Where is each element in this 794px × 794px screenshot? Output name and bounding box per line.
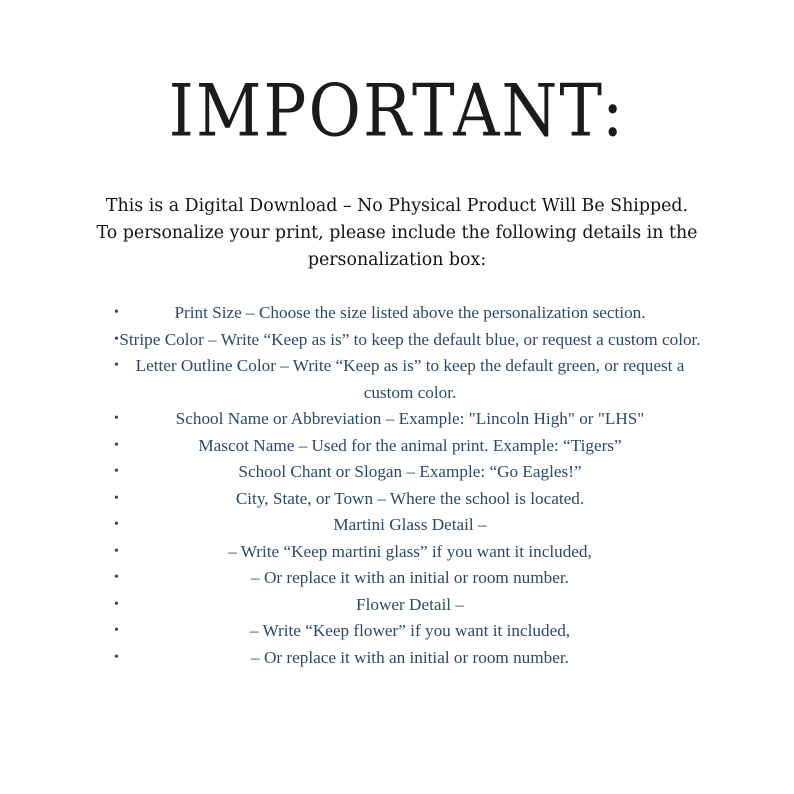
list-item	[100, 565, 710, 592]
list-item-text: School Chant or Slogan – Example: “Go Eagles!”	[238, 462, 582, 481]
list-item-text: Flower Detail –	[356, 594, 464, 614]
list-item	[100, 406, 710, 433]
page-title: IMPORTANT:	[168, 70, 626, 154]
list-item-text: Stripe Color – Write “Keep as is” to keep the default blue, or request a custom color.	[119, 329, 701, 349]
list-item-text: School Name or Abbreviation – Example: "Lincoln High" or "LHS"	[175, 409, 645, 428]
list-item-text: – Or replace it with an initial or room number.	[251, 647, 569, 667]
bullet-icon: •	[114, 331, 119, 347]
intro-line-2: To personalize your print, please include the following details in the personalization box:	[96, 223, 698, 270]
bullet-icon: •	[114, 464, 119, 479]
list-item	[100, 327, 710, 354]
bullet-icon: •	[114, 517, 119, 532]
list-item-text: – Write “Keep martini glass” if you want it included,	[228, 541, 592, 561]
bullet-icon: •	[114, 305, 119, 320]
list-item	[100, 618, 710, 645]
list-item	[100, 592, 710, 619]
list-item	[100, 645, 710, 672]
details-list	[100, 300, 710, 671]
bullet-icon: •	[114, 411, 119, 426]
list-item	[100, 300, 710, 327]
bullet-icon: •	[114, 543, 119, 559]
list-item-text: Print Size – Choose the size listed above the personalization section.	[174, 303, 646, 322]
list-item	[100, 539, 710, 566]
bullet-icon: •	[114, 596, 119, 612]
list-item	[100, 512, 710, 539]
bullet-icon: •	[114, 570, 119, 585]
bullet-icon: •	[114, 437, 119, 453]
list-item	[100, 486, 710, 513]
bullet-icon: •	[114, 490, 119, 506]
intro-block	[60, 193, 734, 274]
list-item-text: Mascot Name – Used for the animal print. Example: “Tigers”	[198, 435, 622, 455]
list-item-text: Letter Outline Color – Write “Keep as is” to keep the default green, or request a custom color.	[135, 356, 685, 402]
list-item	[100, 459, 710, 486]
bullet-icon: •	[114, 649, 119, 665]
list-item-text: Martini Glass Detail –	[333, 515, 487, 534]
list-item	[100, 433, 710, 460]
list-item-text: City, State, or Town – Where the school is located.	[235, 488, 585, 508]
list-item-text: – Write “Keep flower” if you want it included,	[249, 621, 571, 640]
bullet-icon: •	[114, 623, 119, 638]
bullet-icon: •	[114, 358, 119, 373]
list-item-text: – Or replace it with an initial or room number.	[251, 568, 569, 587]
intro-line-1: This is a Digital Download – No Physical Product Will Be Shipped.	[105, 196, 689, 216]
list-item	[100, 353, 710, 406]
